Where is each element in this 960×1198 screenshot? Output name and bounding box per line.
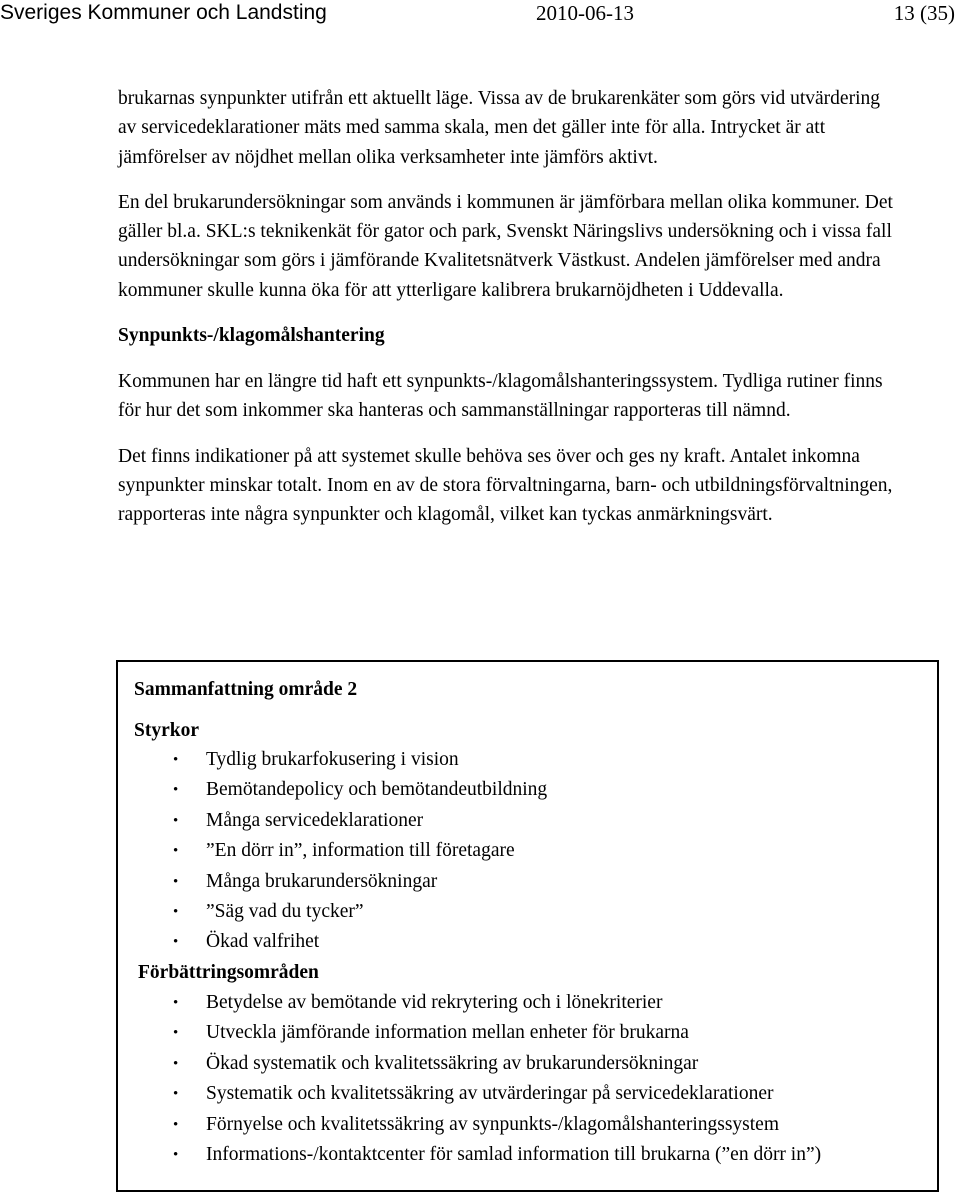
bullet-icon: • [173, 752, 179, 768]
improvement-text: Betydelse av bemötande vid rekrytering och i lönekriterier [206, 992, 663, 1013]
improvement-text: Informations-/kontaktcenter för samlad information till brukarna (”en dörr in”) [206, 1143, 822, 1165]
strength-text: Tydlig brukarfokusering i vision [206, 749, 459, 770]
bullet-icon: • [173, 1146, 179, 1163]
paragraph-user-views: brukarnas synpunkter utifrån ett aktuellt läge. Vissa av de brukarenkäter som görs vid utvärdering av servicedeklarationer mäts med samma skala, men det gäller inte för alla. Intrycket är att jämförelser av nöjdhet mellan olika verksamheter inte jämförs aktivt. [118, 88, 880, 168]
bullet-icon: • [173, 843, 179, 860]
bullet-icon: • [173, 1055, 179, 1072]
improvements-heading: Förbättringsområden [138, 962, 319, 983]
bullet-icon: • [173, 782, 179, 799]
header-page-number: 13 (35) [893, 1, 955, 25]
header-organization: Sveriges Kommuner och Landsting [0, 1, 327, 24]
paragraph-complaints-indications: Det finns indikationer på att systemet skulle behöva ses över och ges ny kraft. Antalet inkomna synpunkter minskar totalt. Inom en av de stora förvaltningarna, barn- och utbildningsförvaltningen, rapporteras inte några synpunkter och klagomål, vilket kan tyckas anmärkningsvärt. [118, 445, 893, 526]
paragraph-complaints-system: Kommunen har en längre tid haft ett synpunkts-/klagomålshanteringssystem. Tydliga rutiner finns för hur det som inkommer ska hanteras och sammanställningar rapporteras till nämnd. [118, 371, 883, 422]
strength-text: Många brukarundersökningar [206, 870, 438, 892]
page-header [0, 0, 960, 28]
strength-text: Bemötandepolicy och bemötandeutbildning [206, 779, 548, 801]
paragraph-user-surveys: En del brukarundersökningar som används i kommunen är jämförbara mellan olika kommuner. Det gäller bl.a. SKL:s teknikenkät för gator och park, Svenskt Näringslivs undersökning och i vissa fall undersökningar som görs i jämförande Kvalitetsnätverk Västkust. Andelen jämförelser med andra kommuner skulle kunna öka för att ytterligare kalibrera brukarnöjdheten i Uddevalla. [118, 191, 893, 301]
bullet-icon: • [173, 934, 179, 951]
improvement-text: Ökad systematik och kvalitetssäkring av brukarundersökningar [206, 1052, 699, 1074]
strength-text: ”En dörr in”, information till företagare [206, 840, 515, 862]
bullet-icon: • [173, 812, 179, 829]
document-body [118, 84, 898, 546]
bullet-icon: • [173, 1116, 179, 1133]
bullet-icon: • [173, 995, 179, 1011]
improvement-text: Systematik och kvalitetssäkring av utvärderingar på servicedeklarationer [206, 1083, 774, 1105]
summary-title: Sammanfattning område 2 [134, 679, 358, 700]
bullet-icon: • [173, 873, 179, 890]
strength-text: ”Säg vad du tycker” [206, 900, 364, 922]
strengths-heading: Styrkor [134, 720, 199, 741]
strength-text: Många servicedeklarationer [206, 809, 424, 831]
bullet-icon: • [173, 1086, 179, 1103]
header-date: 2010-06-13 [536, 1, 634, 25]
strength-text: Ökad valfrihet [206, 931, 320, 953]
summary-box [116, 660, 939, 1192]
improvement-text: Utveckla jämförande information mellan enheter för brukarna [206, 1022, 689, 1044]
improvement-text: Förnyelse och kvalitetssäkring av synpunkts-/klagomålshanteringssystem [206, 1113, 779, 1135]
bullet-icon: • [173, 1025, 179, 1042]
bullet-icon: • [173, 903, 179, 920]
section-heading-complaints: Synpunkts-/klagomålshantering [118, 325, 385, 347]
